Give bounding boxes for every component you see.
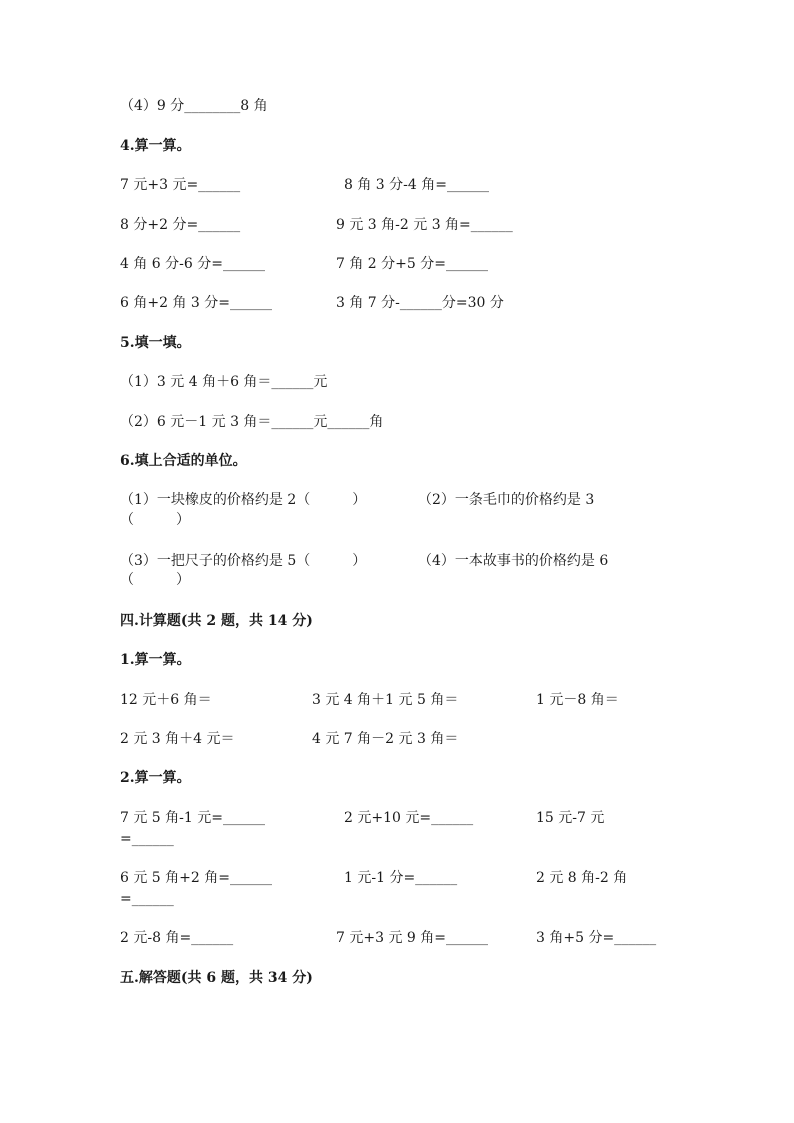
calc-item: 7 元+3 元 9 角=______ — [336, 930, 488, 946]
calc-item: 7 角 2 分+5 分=______ — [336, 256, 488, 272]
fill-item-2: （2）6 元－1 元 3 角＝______元______角 — [120, 414, 384, 430]
calc-item: 6 元 5 角+2 角=______ — [120, 870, 272, 886]
calc-item: 4 角 6 分-6 分=______ — [120, 256, 265, 272]
unit-item-4-blank: （ ） — [120, 572, 190, 588]
part-4-heading: 四.计算题(共 2 题，共 14 分) — [120, 613, 313, 629]
calc-item: 9 元 3 角-2 元 3 角=______ — [336, 217, 513, 233]
section-4-heading: 4.算一算。 — [120, 138, 191, 154]
calc-item: 12 元＋6 角＝ — [120, 692, 212, 708]
calc-item: 8 分+2 分=______ — [120, 217, 241, 233]
question-3-4: （4）9 分________8 角 — [120, 98, 268, 114]
section-6-heading: 6.填上合适的单位。 — [120, 453, 247, 469]
calc-item: 1 元-1 分=______ — [344, 870, 458, 886]
calc-item: 3 角+5 分=______ — [536, 930, 657, 946]
calc-item: 3 元 4 角＋1 元 5 角＝ — [312, 692, 459, 708]
calc-item: 2 元 3 角＋4 元＝ — [120, 731, 235, 747]
calc-item: 8 角 3 分-4 角=______ — [344, 177, 489, 193]
calc-item: 7 元 5 角-1 元=______ — [120, 810, 265, 826]
unit-item-4: （4）一本故事书的价格约是 6 — [418, 553, 609, 569]
calc-item-answer: =______ — [120, 891, 174, 907]
calc-item: 2 元-8 角=______ — [120, 930, 234, 946]
calc-item: 6 角+2 角 3 分=______ — [120, 295, 272, 311]
calc-item: 7 元+3 元=______ — [120, 177, 241, 193]
calc-item: 1 元－8 角＝ — [536, 692, 619, 708]
part-5-heading: 五.解答题(共 6 题，共 34 分) — [120, 970, 313, 986]
unit-item-1: （1）一块橡皮的价格约是 2（ ） — [120, 492, 367, 508]
calc-1-heading: 1.算一算。 — [120, 652, 191, 668]
calc-item-answer: =______ — [120, 831, 174, 847]
calc-item: 2 元+10 元=______ — [344, 810, 474, 826]
calc-item: 2 元 8 角-2 角 — [536, 870, 628, 886]
unit-item-2-blank: （ ） — [120, 512, 190, 528]
calc-2-heading: 2.算一算。 — [120, 770, 191, 786]
calc-item: 3 角 7 分-______分=30 分 — [336, 295, 504, 311]
section-5-heading: 5.填一填。 — [120, 335, 191, 351]
unit-item-2: （2）一条毛巾的价格约是 3 — [418, 492, 595, 508]
calc-item: 4 元 7 角－2 元 3 角＝ — [312, 731, 459, 747]
fill-item-1: （1）3 元 4 角＋6 角＝______元 — [120, 374, 328, 390]
calc-item: 15 元-7 元 — [536, 810, 605, 826]
unit-item-3: （3）一把尺子的价格约是 5（ ） — [120, 553, 367, 569]
